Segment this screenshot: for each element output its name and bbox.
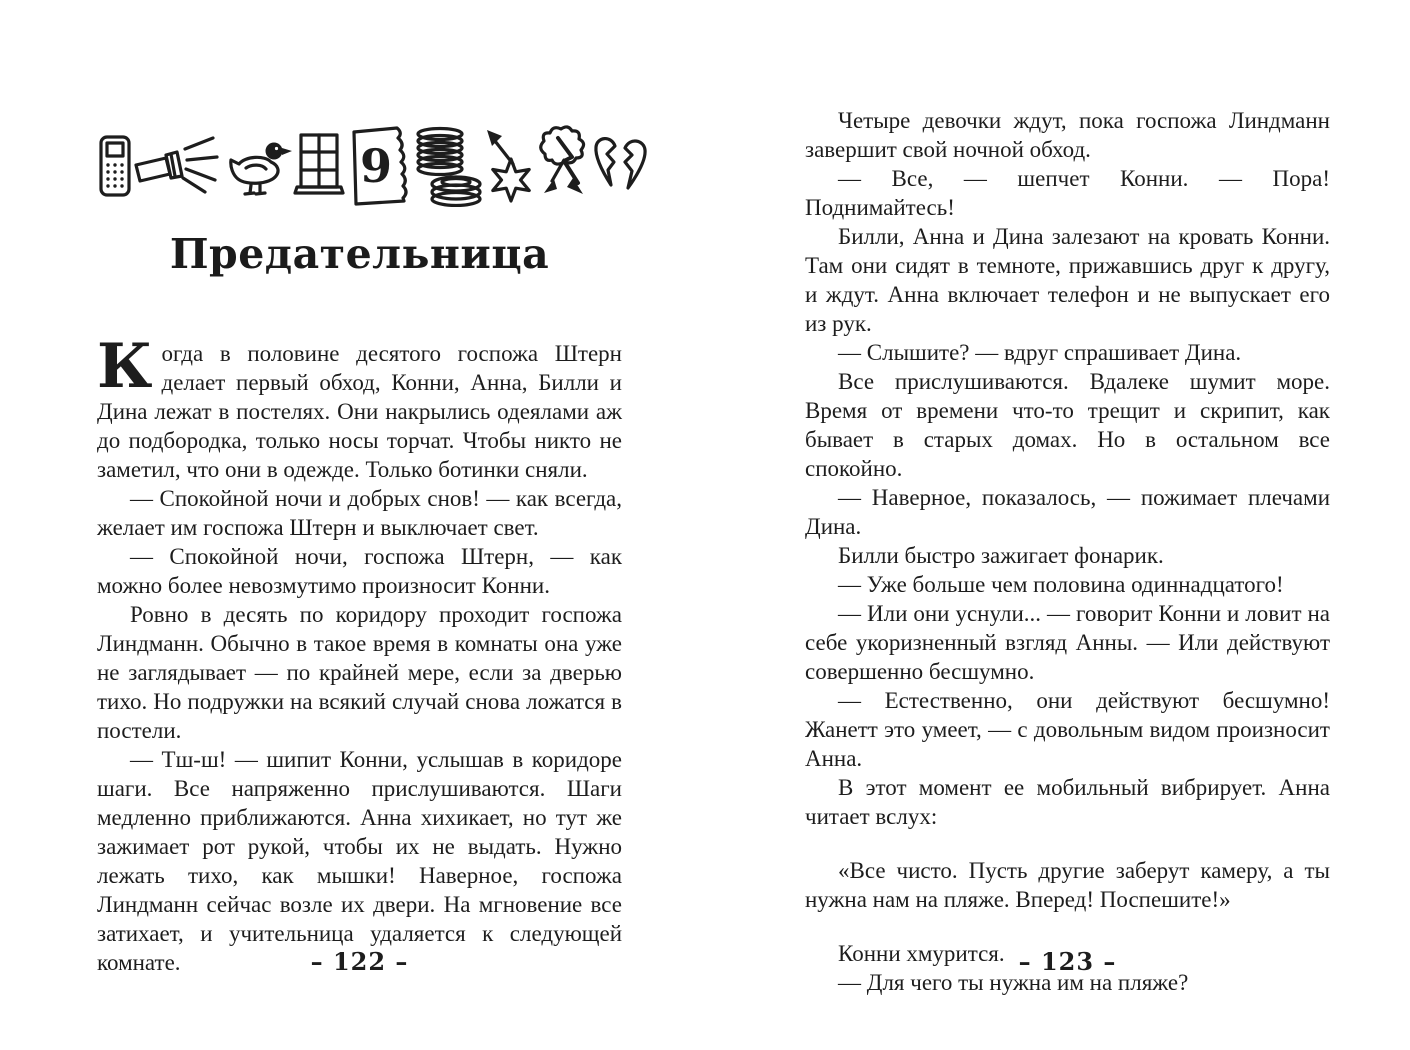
page-number-right: – 123 – xyxy=(1018,947,1117,976)
duck-icon xyxy=(219,134,293,198)
cursor-star-icon xyxy=(483,128,535,204)
paragraph: Конни хмурится. xyxy=(838,941,1005,966)
plates-stack-icon xyxy=(413,125,483,207)
paragraph: — Спокойной ночи и добрых снов! — как всегда, желает им госпожа Штерн и выключает свет. xyxy=(97,486,622,540)
paragraph: — Для чего ты нужна им на пляже? xyxy=(838,970,1189,995)
paragraph: Ровно в десять по коридору проходит госпожа Линдманн. Обычно в такое время в комнаты она уже не заглядывает — по крайней мере, если за дверью тихо. Но подружки на всякий случай снова ложатся в постели. xyxy=(97,602,622,743)
splash-lightning-arrow-icon xyxy=(535,123,591,209)
page-number-left: – 122 – xyxy=(310,947,409,976)
page-left xyxy=(97,0,622,1050)
paragraph: В этот момент ее мобильный вибрирует. Анна читает вслух: xyxy=(805,775,1330,829)
paragraph xyxy=(97,331,622,484)
paragraph: Билли быстро зажигает фонарик. xyxy=(838,543,1164,568)
window-icon xyxy=(293,132,345,200)
mobile-phone-icon xyxy=(97,134,133,198)
sms-message-paragraph: «Все чисто. Пусть другие заберут камеру, а ты нужна нам на пляже. Вперед! Поспешите!» xyxy=(805,858,1330,912)
paragraph: — Уже больше чем половина одиннадцатого! xyxy=(838,572,1284,597)
paragraph: Четыре девочки ждут, пока госпожа Линдманн завершит свой ночной обход. xyxy=(805,108,1330,162)
chapter-title: Предательница xyxy=(169,230,550,278)
right-page-body xyxy=(805,106,1330,997)
paragraph: — Или они уснули... — говорит Конни и ловит на себе укоризненный взгляд Анны. — Или действуют совершенно бесшумно. xyxy=(805,601,1330,684)
paragraph: — Естественно, они действуют бесшумно! Жанетт это умеет, — с довольным видом произносит Анна. xyxy=(805,688,1330,771)
paragraph: Все прислушиваются. Вдалеке шумит море. Время от времени что-то трещит и скрипит, как бывает в старых домах. Но в остальном все спокойно. xyxy=(805,369,1330,481)
drop-cap: К xyxy=(97,331,153,402)
paragraph: — Слышите? — вдруг спрашивает Дина. xyxy=(838,340,1242,365)
flashlight-icon xyxy=(133,136,219,196)
chapter-doodle-icons xyxy=(97,124,619,208)
calendar-nine-icon xyxy=(345,125,413,207)
paragraph-text: огда в половине десятого госпожа Штерн делает первый обход, Конни, Анна, Билли и Дина лежат в постелях. Они накрылись одеялами аж до подбородка, только носы торчат. Чтобы никто не заметил, что они в одежде. Только ботинки сняли. xyxy=(97,341,622,482)
paragraph: — Тш-ш! — шипит Конни, услышав в коридоре шаги. Все напряженно прислушиваются. Шаги медленно приближаются. Анна хихикает, но тут же зажимает рот рукой, чтобы их не выдать. Нужно лежать тихо, как мышки! Наверное, госпожа Линдманн сейчас возле их двери. На мгновение все затихает, и учительница удаляется к следующей комнате. xyxy=(97,747,622,975)
broken-heart-icon xyxy=(591,132,649,200)
page-right xyxy=(805,0,1330,1050)
left-page-body xyxy=(97,331,622,977)
paragraph: — Наверное, показалось, — пожимает плечами Дина. xyxy=(805,485,1330,539)
paragraph: Билли, Анна и Дина залезают на кровать Конни. Там они сидят в темноте, прижавшись друг к другу, и ждут. Анна включает телефон и не выпускает его из рук. xyxy=(805,224,1330,336)
paragraph: — Спокойной ночи, госпожа Штерн, — как можно более невозмутимо произносит Конни. xyxy=(97,544,622,598)
calendar-nine-digit: 9 xyxy=(359,139,393,193)
paragraph: — Все, — шепчет Конни. — Пора! Поднимайтесь! xyxy=(805,166,1330,220)
